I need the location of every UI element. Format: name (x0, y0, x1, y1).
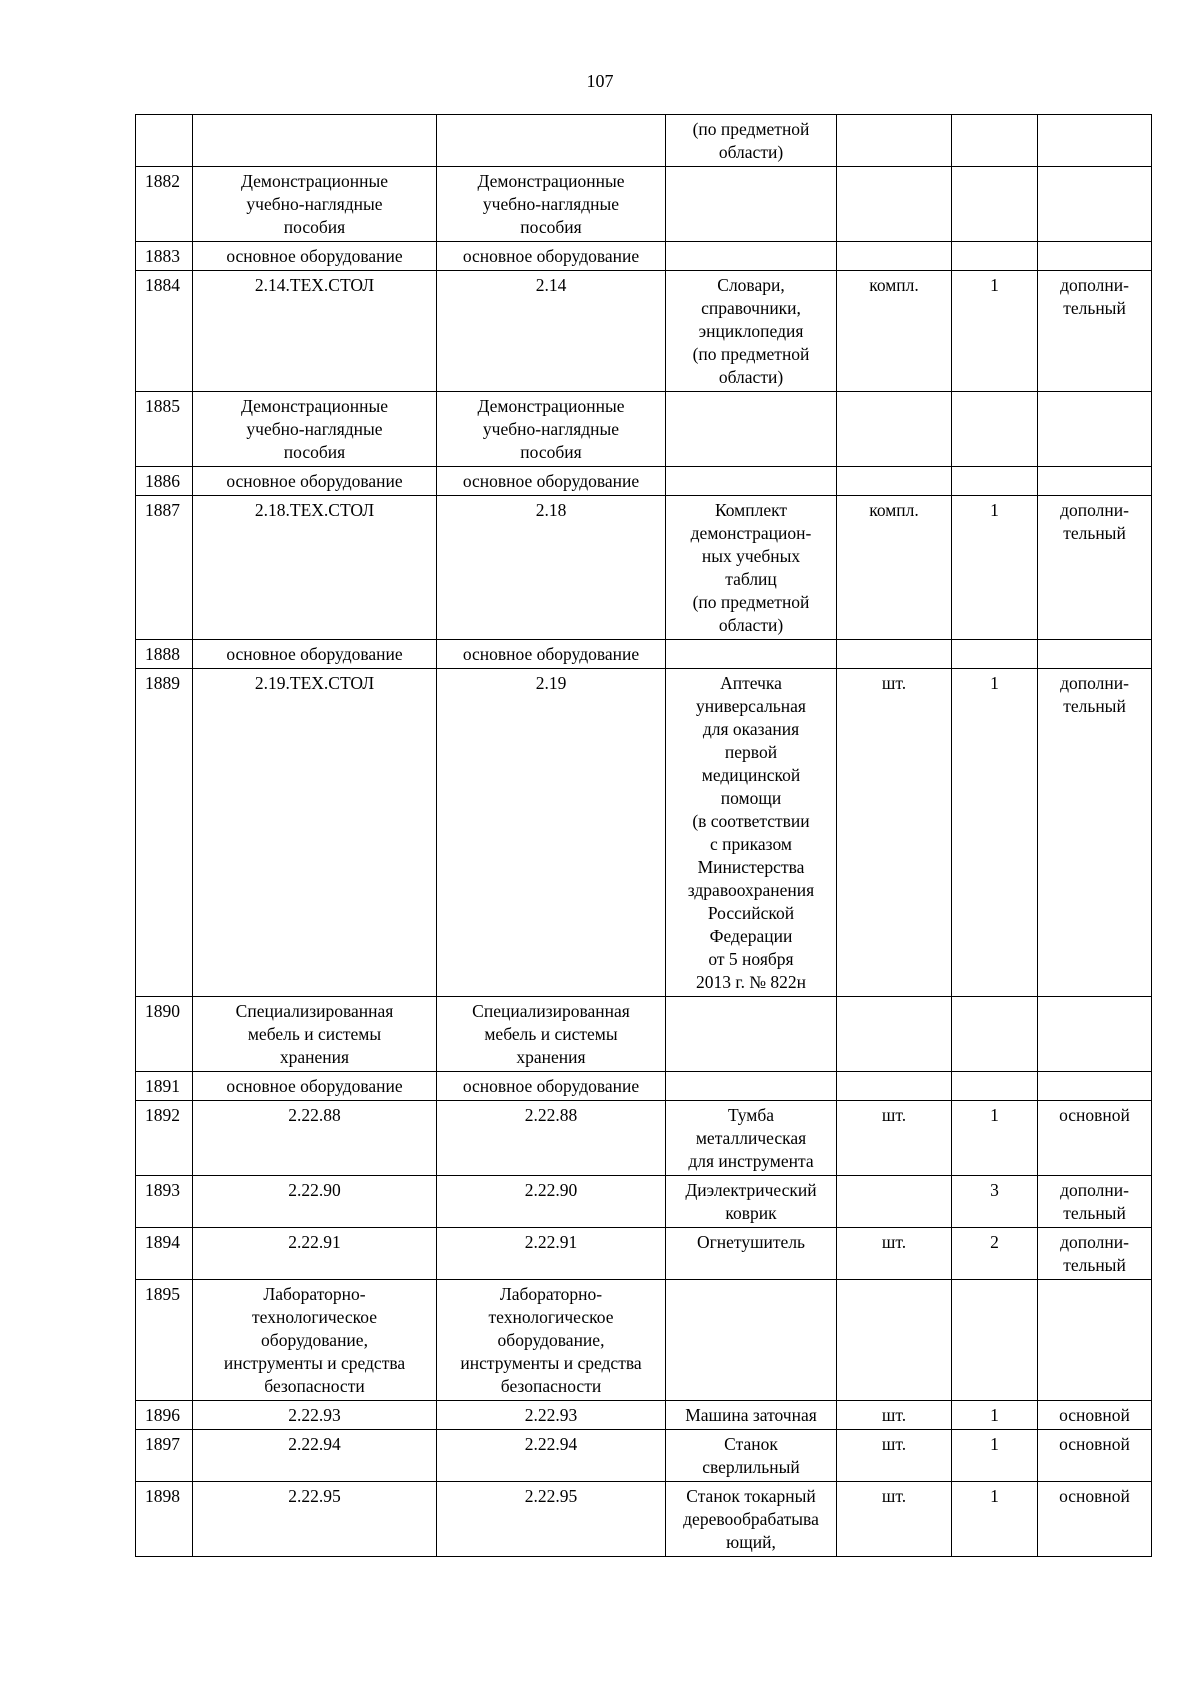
code-cell: основное оборудование (193, 467, 437, 496)
quantity-cell (952, 1072, 1038, 1101)
table-row (136, 1072, 1152, 1101)
item-name-cell: Аптечка универсальная для оказания первой медицинской помощи (в соответствии с приказом Министерства здравоохранения Российской Федерации от 5 ноября 2013 г. № 822н (666, 669, 837, 997)
row-number-cell (136, 115, 193, 167)
quantity-cell: 1 (952, 496, 1038, 640)
quantity-cell: 1 (952, 669, 1038, 997)
row-number-cell: 1882 (136, 167, 193, 242)
item-name-cell (666, 1280, 837, 1401)
section-code-cell: Демонстрационные учебно-наглядные пособия (437, 392, 666, 467)
category-cell: основной (1038, 1430, 1152, 1482)
table-row (136, 1401, 1152, 1430)
row-number-cell: 1885 (136, 392, 193, 467)
category-cell: дополни- тельный (1038, 496, 1152, 640)
category-cell (1038, 167, 1152, 242)
page-number: 107 (586, 71, 614, 91)
table-row (136, 392, 1152, 467)
code-cell: 2.18.ТЕХ.СТОЛ (193, 496, 437, 640)
category-cell: основной (1038, 1482, 1152, 1557)
row-number-cell: 1898 (136, 1482, 193, 1557)
table-row (136, 167, 1152, 242)
item-name-cell: Станок сверлильный (666, 1430, 837, 1482)
unit-cell (837, 1072, 952, 1101)
unit-cell: компл. (837, 271, 952, 392)
table-row (136, 1482, 1152, 1557)
code-cell: 2.22.90 (193, 1176, 437, 1228)
equipment-table (135, 114, 1152, 1557)
unit-cell: шт. (837, 1482, 952, 1557)
quantity-cell: 3 (952, 1176, 1038, 1228)
item-name-cell: Тумба металлическая для инструмента (666, 1101, 837, 1176)
category-cell: дополни- тельный (1038, 271, 1152, 392)
code-cell: Специализированная мебель и системы хранения (193, 997, 437, 1072)
code-cell (193, 115, 437, 167)
item-name-cell: (по предметной области) (666, 115, 837, 167)
category-cell: дополни- тельный (1038, 1176, 1152, 1228)
quantity-cell: 1 (952, 1430, 1038, 1482)
code-cell: 2.22.95 (193, 1482, 437, 1557)
item-name-cell (666, 242, 837, 271)
item-name-cell: Словари, справочники, энциклопедия (по предметной области) (666, 271, 837, 392)
code-cell: 2.19.ТЕХ.СТОЛ (193, 669, 437, 997)
section-code-cell: 2.14 (437, 271, 666, 392)
unit-cell (837, 640, 952, 669)
section-code-cell: 2.19 (437, 669, 666, 997)
category-cell (1038, 467, 1152, 496)
section-code-cell: 2.22.93 (437, 1401, 666, 1430)
quantity-cell (952, 115, 1038, 167)
item-name-cell (666, 1072, 837, 1101)
section-code-cell: основное оборудование (437, 467, 666, 496)
row-number-cell: 1896 (136, 1401, 193, 1430)
quantity-cell (952, 167, 1038, 242)
unit-cell (837, 1280, 952, 1401)
table-row (136, 1176, 1152, 1228)
quantity-cell (952, 392, 1038, 467)
quantity-cell: 1 (952, 1401, 1038, 1430)
table-row (136, 1430, 1152, 1482)
section-code-cell: Лабораторно- технологическое оборудование, инструменты и средства безопасности (437, 1280, 666, 1401)
item-name-cell: Огнетушитель (666, 1228, 837, 1280)
unit-cell: шт. (837, 1228, 952, 1280)
code-cell: основное оборудование (193, 1072, 437, 1101)
quantity-cell (952, 997, 1038, 1072)
code-cell: 2.14.ТЕХ.СТОЛ (193, 271, 437, 392)
row-number-cell: 1897 (136, 1430, 193, 1482)
code-cell: 2.22.93 (193, 1401, 437, 1430)
category-cell (1038, 1072, 1152, 1101)
quantity-cell (952, 640, 1038, 669)
item-name-cell: Машина заточная (666, 1401, 837, 1430)
table-body (136, 115, 1152, 1557)
table-row (136, 115, 1152, 167)
row-number-cell: 1884 (136, 271, 193, 392)
item-name-cell (666, 640, 837, 669)
unit-cell (837, 467, 952, 496)
table-row (136, 1101, 1152, 1176)
section-code-cell: 2.18 (437, 496, 666, 640)
category-cell (1038, 1280, 1152, 1401)
quantity-cell: 1 (952, 1482, 1038, 1557)
section-code-cell: основное оборудование (437, 1072, 666, 1101)
section-code-cell: 2.22.88 (437, 1101, 666, 1176)
row-number-cell: 1888 (136, 640, 193, 669)
section-code-cell: основное оборудование (437, 242, 666, 271)
table-row (136, 997, 1152, 1072)
section-code-cell: Специализированная мебель и системы хранения (437, 997, 666, 1072)
row-number-cell: 1886 (136, 467, 193, 496)
row-number-cell: 1887 (136, 496, 193, 640)
unit-cell: шт. (837, 1401, 952, 1430)
unit-cell (837, 167, 952, 242)
category-cell (1038, 997, 1152, 1072)
unit-cell: компл. (837, 496, 952, 640)
quantity-cell: 2 (952, 1228, 1038, 1280)
quantity-cell (952, 467, 1038, 496)
code-cell: основное оборудование (193, 242, 437, 271)
code-cell: основное оборудование (193, 640, 437, 669)
item-name-cell (666, 392, 837, 467)
section-code-cell: 2.22.95 (437, 1482, 666, 1557)
section-code-cell: 2.22.94 (437, 1430, 666, 1482)
category-cell (1038, 242, 1152, 271)
unit-cell (837, 242, 952, 271)
row-number-cell: 1883 (136, 242, 193, 271)
code-cell: 2.22.94 (193, 1430, 437, 1482)
unit-cell (837, 392, 952, 467)
table-row (136, 242, 1152, 271)
section-code-cell: основное оборудование (437, 640, 666, 669)
item-name-cell: Комплект демонстрацион- ных учебных таблиц (по предметной области) (666, 496, 837, 640)
row-number-cell: 1893 (136, 1176, 193, 1228)
table-row (136, 1280, 1152, 1401)
quantity-cell: 1 (952, 271, 1038, 392)
unit-cell: шт. (837, 669, 952, 997)
code-cell: 2.22.88 (193, 1101, 437, 1176)
quantity-cell (952, 1280, 1038, 1401)
table-row (136, 640, 1152, 669)
unit-cell: шт. (837, 1430, 952, 1482)
code-cell: Демонстрационные учебно-наглядные пособия (193, 392, 437, 467)
item-name-cell: Станок токарный деревообрабатыва ющий, (666, 1482, 837, 1557)
section-code-cell (437, 115, 666, 167)
table-row (136, 496, 1152, 640)
category-cell: основной (1038, 1101, 1152, 1176)
item-name-cell (666, 167, 837, 242)
item-name-cell: Диэлектрический коврик (666, 1176, 837, 1228)
row-number-cell: 1894 (136, 1228, 193, 1280)
category-cell (1038, 640, 1152, 669)
section-code-cell: Демонстрационные учебно-наглядные пособия (437, 167, 666, 242)
category-cell (1038, 115, 1152, 167)
row-number-cell: 1892 (136, 1101, 193, 1176)
category-cell: дополни- тельный (1038, 669, 1152, 997)
code-cell: 2.22.91 (193, 1228, 437, 1280)
quantity-cell (952, 242, 1038, 271)
row-number-cell: 1890 (136, 997, 193, 1072)
unit-cell (837, 1176, 952, 1228)
table-row (136, 467, 1152, 496)
item-name-cell (666, 467, 837, 496)
row-number-cell: 1895 (136, 1280, 193, 1401)
row-number-cell: 1891 (136, 1072, 193, 1101)
item-name-cell (666, 997, 837, 1072)
unit-cell: шт. (837, 1101, 952, 1176)
section-code-cell: 2.22.91 (437, 1228, 666, 1280)
table-row (136, 271, 1152, 392)
row-number-cell: 1889 (136, 669, 193, 997)
unit-cell (837, 997, 952, 1072)
category-cell (1038, 392, 1152, 467)
section-code-cell: 2.22.90 (437, 1176, 666, 1228)
quantity-cell: 1 (952, 1101, 1038, 1176)
unit-cell (837, 115, 952, 167)
category-cell: дополни- тельный (1038, 1228, 1152, 1280)
table-row (136, 1228, 1152, 1280)
code-cell: Демонстрационные учебно-наглядные пособия (193, 167, 437, 242)
table-row (136, 669, 1152, 997)
category-cell: основной (1038, 1401, 1152, 1430)
code-cell: Лабораторно- технологическое оборудование, инструменты и средства безопасности (193, 1280, 437, 1401)
